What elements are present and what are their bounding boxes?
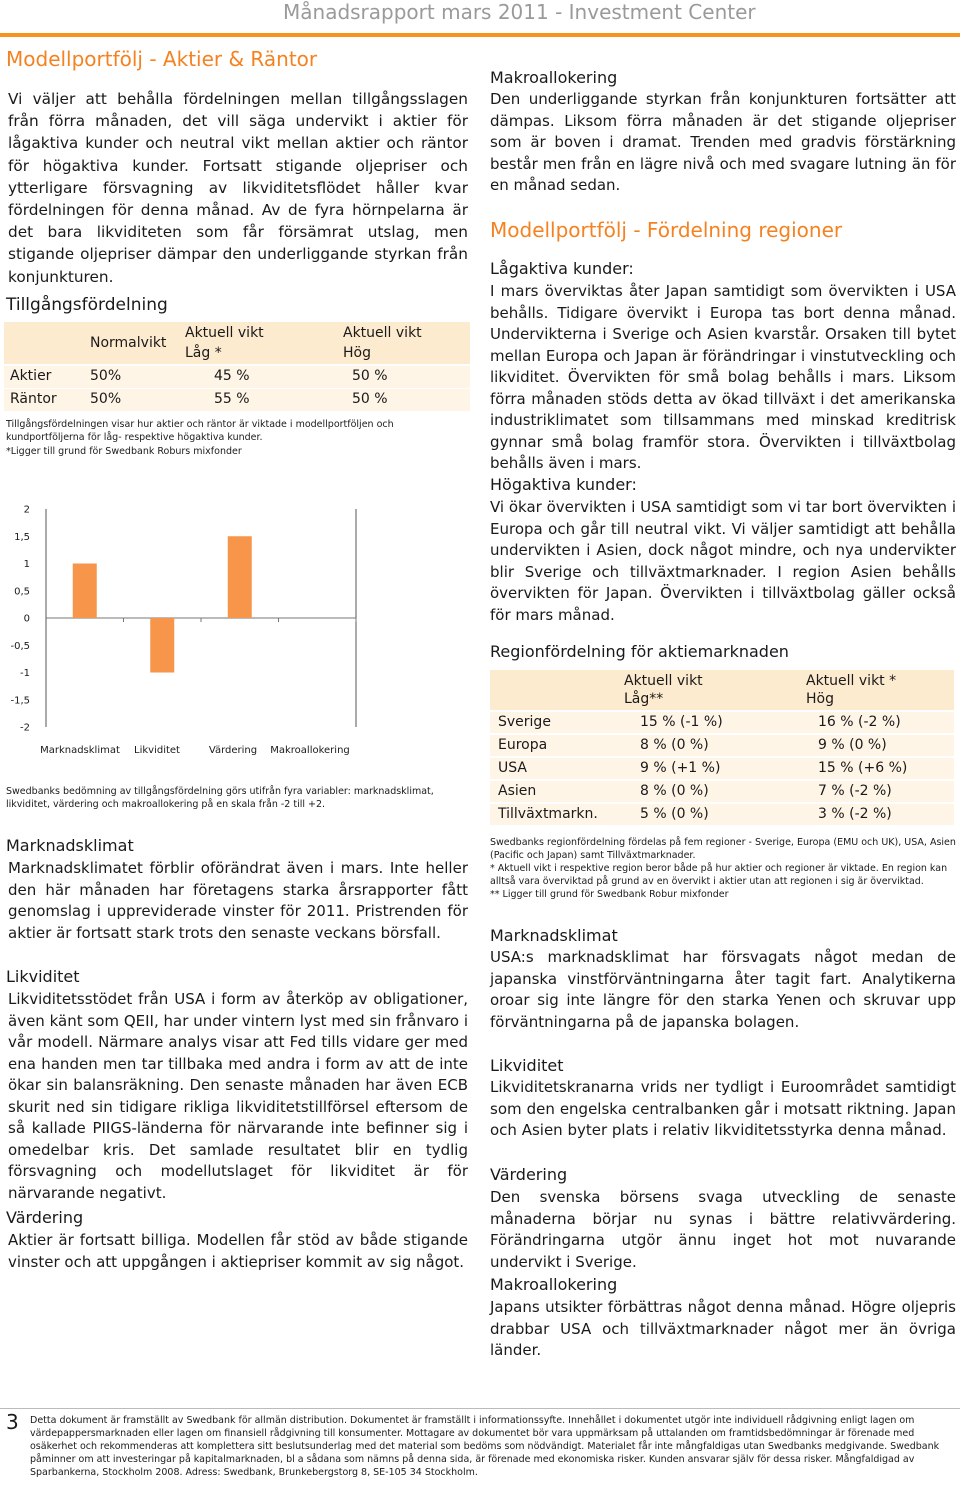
chart-category-label: Marknadsklimat xyxy=(40,745,120,756)
chart-y-tick-label: 0,5 xyxy=(14,586,30,598)
region-row-high: 15 % (+6 %) xyxy=(818,760,908,776)
right-heading-makro: Makroallokering xyxy=(490,68,618,87)
intro-paragraph: Vi väljer att behålla fördelningen mellan tillgångsslagen från förra månaden, det vill säga undervikt i aktier för lågaktiva kunder och neutral vikt mellan aktier och räntor för högaktiva kunder. Fortsatt stigande oljepriser och ytterligare försvagning av likviditetsflödet håller kvar fördelningen för denna månad. Av de fyra hörnpelarna är det bara likviditeten som får försämrat utslag, men stigande oljepriser dämpar den underliggande styrkan från konjunkturen. xyxy=(8,90,468,286)
chart-note: Swedbanks bedömning av tillgångsfördelning görs utifrån fyra variabler: marknadsklimat, likviditet, värdering och makroallokering på en skala från -2 till +2. xyxy=(6,786,434,810)
region-row-low: 15 % (-1 %) xyxy=(640,714,723,730)
left-heading-marknadsklimat: Marknadsklimat xyxy=(6,836,134,855)
section-title-aktier-rantor: Modellportfölj - Aktier & Räntor xyxy=(6,47,318,71)
high-active-text: Vi ökar övervikten i USA samtidigt som vi tar bort övervikten i Europa och går till neutral vikt. Vi väljer samtidigt att behålla undervikten i Asien, dock något mindre, och nya undervikter blir Sverige och tillväxtmarknader. I region Asien behålls övervikten för Japan. Övervikten i tillväxtbolag gäller också för mars månad. xyxy=(490,498,956,624)
left-text-likviditet: Likviditetsstödet från USA i form av återköp av obligationer, även känt som QEII, har under vintern lyst med sin frånvaro i vår modell. Närmare analys visar att Fed tills vidare ger med ena handen men tar tillbaka med andra i form av att de inte ökar sin balansräkning. Den senaste månaden har även ECB skurit ned sin tidigare rikliga likviditetstillförsel eftersom de så kallade PIIGS-länderna för närvarande inte befinner sig i omedelbar kris. Det samlade resultatet blir en tydlig försvagning och modellutslaget för likviditet är för närvarande negativt. xyxy=(8,990,468,1202)
chart-y-tick-label: -1,5 xyxy=(10,695,30,707)
left-heading-likviditet: Likviditet xyxy=(6,967,80,986)
chart-y-tick-label: 2 xyxy=(23,504,30,516)
right-text-makro: Den underliggande styrkan från konjunkturen fortsätter att dämpas. Liksom förra månaden är det stigande oljepriser som är boven i dramat. Trenden med gradvis förstärkning består men från en lägre nivå och med svagare lutning än för en månad sedan. xyxy=(490,90,956,194)
footer-rule xyxy=(0,1408,960,1409)
region-row-low: 9 % (+1 %) xyxy=(640,760,721,776)
alloc-header-high: Aktuell vikt xyxy=(343,325,422,341)
chart-y-tick-label: 1 xyxy=(23,559,30,570)
high-active-heading: Högaktiva kunder: xyxy=(490,475,637,494)
alloc-row-high: 50 % xyxy=(352,368,388,384)
left-text-vardering: Aktier är fortsatt billiga. Modellen får stöd av både stigande vinster och att uppgången i aktiepriser kommit av sig något. xyxy=(8,1231,468,1271)
alloc-note-2: *Ligger till grund för Swedbank Roburs mixfonder xyxy=(6,446,242,457)
region-row-label: Sverige xyxy=(498,714,551,730)
low-active-heading: Lågaktiva kunder: xyxy=(490,259,634,278)
alloc-table xyxy=(4,322,470,410)
header-rule xyxy=(0,33,960,37)
alloc-row-low: 45 % xyxy=(214,368,250,384)
region-row-high: 7 % (-2 %) xyxy=(818,783,892,799)
region-header-high-sub: Hög xyxy=(806,691,834,707)
left-text-marknadsklimat: Marknadsklimatet förblir oförändrat även i mars. Inte heller den här månaden har företagens starka årsrapporter fått genomslag i uppreviderade vinster för 2011. Pristrenden för aktier är fortsatt stark trots den senaste veckans börsfall. xyxy=(8,859,468,942)
region-table xyxy=(490,670,954,822)
chart-category-label: Likviditet xyxy=(134,745,180,756)
alloc-title: Tillgångsfördelning xyxy=(6,295,168,315)
region-note: Swedbanks regionfördelning fördelas på fem regioner - Sverige, Europa (EMU och UK), USA, Asien (Pacific och Japan) samt Tillväxtmarknader. xyxy=(490,837,956,861)
alloc-row-low: 55 % xyxy=(214,391,250,407)
chart-bar xyxy=(228,536,252,618)
footer-disclaimer: Detta dokument är framställt av Swedbank för allmän distribution. Dokumentet är framställt i informationssyfte. Innehållet i dokumentet utgör inte individuell rådgivning enligt lagen om värdepappersmarknaden eller lagen om finansiell rådgivning till konsumenter. Mottagare av dokumentet bör vara uppmärksam på uttalanden om framtidsbedömningar är förenade med osäkerhet och rekommenderas att komplettera sitt beslutsunderlag med det material som bedöms som nödvändigt. Materialet får inte mångfaldigas utan Swedbanks medgivande. Swedbank påminner om att investeringar på kapitalmarknaden, bl a sådana som nämns på denna sida, är förenade med ekonomiska risker. Kunden ansvarar själv för dessa risker. Mångfaldigad av Sparbankerna, Stockholm 2008. Adress: Swedbank, Brunkebergstorg 8, SE-105 34 Stockholm. xyxy=(30,1415,940,1478)
region-header-high: Aktuell vikt * xyxy=(806,673,897,689)
alloc-header-low: Aktuell vikt xyxy=(185,325,264,341)
alloc-header-normal: Normalvikt xyxy=(90,335,167,351)
chart-bar xyxy=(150,618,174,673)
alloc-row-normal: 50% xyxy=(90,368,122,384)
right-text-vardering: Den svenska börsens svaga utveckling de senaste månaderna börjar nu synas i bättre relativvärdering. Förändringarna utgör ännu inget hot mot nuvarande undervikt i Sverige. xyxy=(490,1188,956,1271)
chart-y-tick-label: -0,5 xyxy=(10,640,30,652)
region-header-low-sub: Låg** xyxy=(624,691,664,707)
chart-y-tick-label: -1 xyxy=(20,668,30,679)
region-table-title: Regionfördelning för aktiemarknaden xyxy=(490,642,789,661)
low-active-text: I mars överviktas åter Japan samtidigt som övervikten i USA behålls. Tidigare övervikt i Europa tas bort denna månad. Undervikterna i Sverige och Asien kvarstår. Orsaken till bytet mellan Europa och Japan är förändringar i vinstutveckling och likviditet. Övervikten för små bolag behålls i mars. Liksom förra månaden stöds detta av ökad tillväxt i det amerikanska industriklimatet som tillsammans med minskad kreditrisk gynnar små bolag framför stora. Övervikten i tillväxtbolag behålls även i mars. xyxy=(490,282,956,472)
alloc-row-label: Aktier xyxy=(10,368,52,384)
chart-bar xyxy=(73,564,97,619)
alloc-row-label: Räntor xyxy=(10,391,57,407)
right-text-marknadsklimat: USA:s marknadsklimat har försvagats något medan de japanska vinstförväntningarna åter tagit fart. Analytikerna oroar sig inte längre för den starka Yenen och skruvar upp förväntningarna på de japanska bolagen. xyxy=(490,948,956,1031)
alloc-row-high: 50 % xyxy=(352,391,388,407)
page-number: 3 xyxy=(6,1410,19,1434)
region-note-3: ** Ligger till grund för Swedbank Robur mixfonder xyxy=(490,889,729,900)
chart-y-tick-label: -2 xyxy=(20,722,30,734)
section-title-regioner: Modellportfölj - Fördelning regioner xyxy=(490,218,843,242)
alloc-header-low-sub: Låg * xyxy=(185,345,222,361)
region-row-label: USA xyxy=(498,760,527,776)
region-row-low: 8 % (0 %) xyxy=(640,737,709,753)
alloc-header-high-sub: Hög xyxy=(343,345,371,361)
right-heading-vardering: Värdering xyxy=(490,1165,568,1184)
region-row-label: Asien xyxy=(498,783,537,799)
right-heading-likviditet: Likviditet xyxy=(490,1056,564,1075)
right-text-likviditet: Likviditetskranarna vrids ner tydligt i Euroområdet samtidigt som den engelska centralbanken går i motsatt riktning. Japan och Asien byter plats i relativ likviditetsstyrka denna månad. xyxy=(490,1078,956,1139)
alloc-row-normal: 50% xyxy=(90,391,122,407)
region-row-label: Tillväxtmarkn. xyxy=(498,806,598,822)
right-heading-marknadsklimat: Marknadsklimat xyxy=(490,926,618,945)
chart-category-label: Makroallokering xyxy=(270,745,350,756)
region-note-2: * Aktuell vikt i respektive region beror både på hur aktier och regioner är viktade. En region kan alltså vara överviktad på grund av en övervikt i aktier utan att regionen i sig är överviktad. xyxy=(490,863,948,887)
report-header: Månadsrapport mars 2011 - Investment Center xyxy=(283,0,756,24)
region-row-low: 5 % (0 %) xyxy=(640,806,709,822)
region-row-label: Europa xyxy=(498,737,548,753)
allocation-chart xyxy=(0,495,470,765)
region-row-high: 9 % (0 %) xyxy=(818,737,887,753)
right-heading-makro-2: Makroallokering xyxy=(490,1275,618,1294)
chart-y-tick-label: 1,5 xyxy=(14,531,30,543)
region-row-high: 3 % (-2 %) xyxy=(818,806,892,822)
alloc-note: Tillgångsfördelningen visar hur aktier och räntor är viktade i modellportföljen och kundportföljerna för låg- respektive högaktiva kunder. xyxy=(6,419,394,443)
region-header-low: Aktuell vikt xyxy=(624,673,703,689)
chart-y-tick-label: 0 xyxy=(23,613,30,625)
region-row-low: 8 % (0 %) xyxy=(640,783,709,799)
right-text-makro-2: Japans utsikter förbättras något denna månad. Högre oljepris drabbar USA och tillväxtmarknader något mer än övriga länder. xyxy=(490,1298,956,1359)
chart-category-label: Värdering xyxy=(208,745,258,756)
region-row-high: 16 % (-2 %) xyxy=(818,714,901,730)
left-heading-vardering: Värdering xyxy=(6,1208,84,1227)
